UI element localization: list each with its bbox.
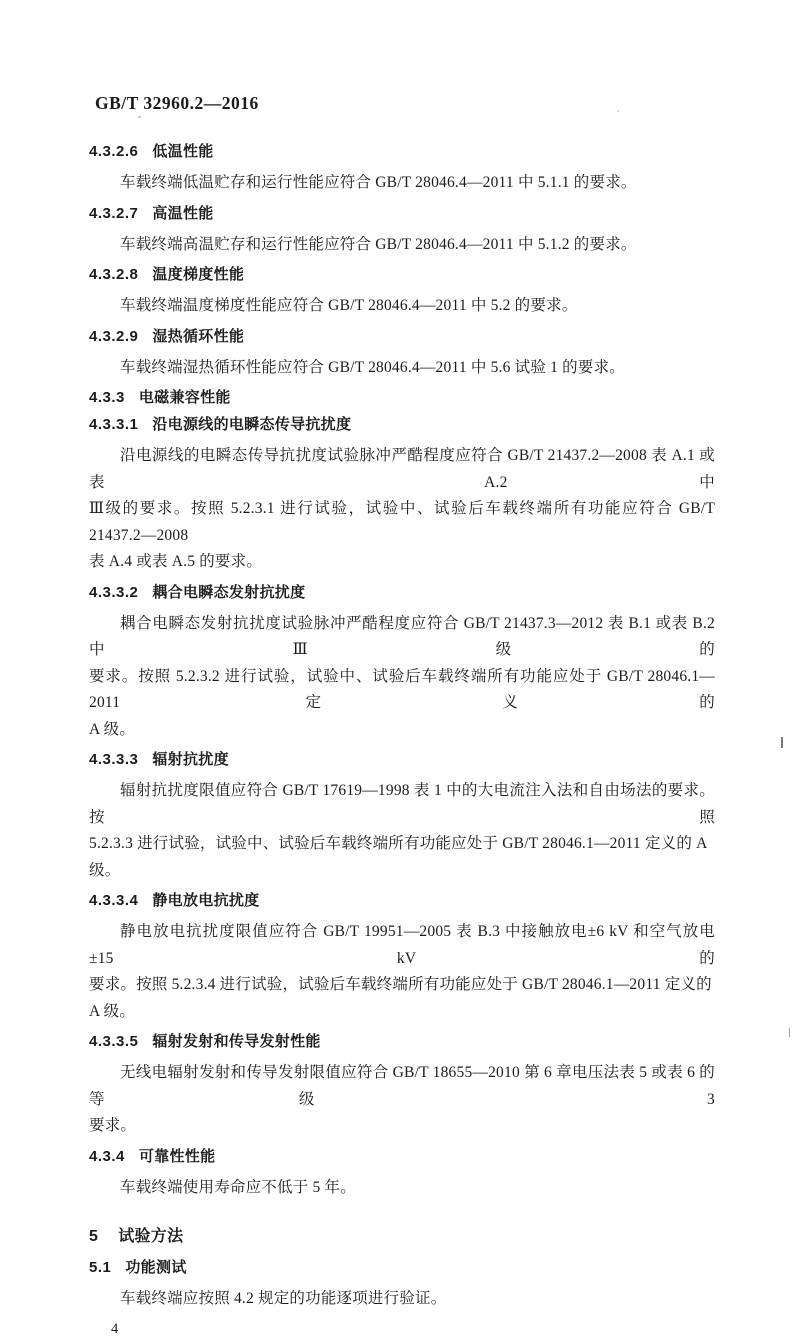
scan-artifact-tick [789, 1028, 790, 1037]
section-heading-4.3.2.6 [89, 143, 715, 161]
paragraph [89, 611, 715, 744]
paragraph-line: 表 A.4 或表 A.5 的要求。 [89, 553, 263, 570]
section-title: 辐射抗扰度 [152, 751, 229, 768]
paragraph [89, 919, 715, 1025]
section-number: 4.3.3 [89, 389, 125, 406]
paragraph-line: 静电放电抗扰度限值应符合 GB/T 19951—2005 表 B.3 中接触放电±6 kV 和空气放电±15 kV 的 [89, 923, 715, 967]
section-heading-4.3.2.8 [89, 266, 715, 284]
section-heading-4.3.4 [89, 1148, 715, 1166]
paragraph-line: 车载终端湿热循环性能应符合 GB/T 28046.4—2011 中 5.6 试验 1 的要求。 [120, 358, 625, 376]
paragraph [89, 443, 715, 576]
section-heading-4.3.2.7 [89, 205, 715, 223]
paragraph-line: 5.2.3.3 进行试验，试验中、试验后车载终端所有功能应处于 GB/T 28046.1—2011 定义的 A 级。 [89, 835, 707, 879]
paragraph-line: 要求。 [89, 1117, 137, 1134]
section-title: 功能测试 [125, 1259, 187, 1276]
section-number: 4.3.2.8 [89, 266, 139, 283]
paragraph-line: 沿电源线的电瞬态传导抗扰度试验脉冲严酷程度应符合 GB/T 21437.2—2008 表 A.1 或表 A.2 中 [89, 447, 715, 491]
section-number: 4.3.3.3 [89, 751, 139, 768]
section-heading-4.3.3.2 [89, 584, 715, 602]
standard-number-header: GB/T 32960.2—2016 [95, 93, 259, 113]
page-number: 4 [111, 1320, 119, 1337]
paragraph [89, 1060, 715, 1140]
paragraph-line: 耦合电瞬态发射抗扰度试验脉冲严酷程度应符合 GB/T 21437.3—2012 表 B.1 或表 B.2 中Ⅲ级的 [89, 614, 715, 658]
paragraph-line: 要求。按照 5.2.3.2 进行试验，试验中、试验后车载终端所有功能应处于 GB/T 28046.1—2011 定义的 [89, 667, 715, 711]
paragraph [89, 1175, 715, 1202]
paragraph [89, 355, 715, 382]
section-title: 耦合电瞬态发射抗扰度 [152, 583, 306, 601]
paragraph-line: Ⅲ级的要求。按照 5.2.3.1 进行试验，试验中、试验后车载终端所有功能应符合 GB/T 21437.2—2008 [89, 500, 715, 544]
paragraph-line: 车载终端应按照 4.2 规定的功能逐项进行验证。 [120, 1290, 447, 1307]
section-title: 试验方法 [118, 1228, 184, 1245]
paragraph [89, 1286, 715, 1313]
paragraph [89, 293, 715, 320]
paragraph [89, 170, 715, 197]
section-number: 4.3.4 [89, 1147, 125, 1165]
section-title: 可靠性性能 [138, 1147, 216, 1165]
paragraph-line: A 级。 [89, 720, 136, 738]
section-number: 4.3.2.9 [89, 327, 139, 345]
section-number: 4.3.2.6 [89, 143, 139, 160]
section-number: 5.1 [89, 1259, 112, 1276]
section-heading-4.3.3.3 [89, 751, 715, 769]
paragraph-line: 车载终端高温贮存和运行性能应符合 GB/T 28046.4—2011 中 5.1.2 的要求。 [120, 235, 637, 253]
section-title: 沿电源线的电瞬态传导抗扰度 [152, 416, 352, 433]
paragraph-line: 要求。按照 5.2.3.4 进行试验，试验后车载终端所有功能应处于 GB/T 28046.1—2011 定义的 A 级。 [89, 976, 712, 1020]
paragraph-line: 无线电辐射发射和传导发射限值应符合 GB/T 18655—2010 第 6 章电压法表 5 或表 6 的等级 3 [89, 1064, 715, 1108]
paragraph-line: 车载终端温度梯度性能应符合 GB/T 28046.4—2011 中 5.2 的要求。 [120, 297, 578, 314]
document-content [89, 143, 715, 1313]
paragraph [89, 778, 715, 884]
paragraph-line: 车载终端低温贮存和运行性能应符合 GB/T 28046.4—2011 中 5.1.1 的要求。 [120, 174, 637, 191]
section-heading-4.3.2.9 [89, 328, 715, 346]
scan-artifact-speck [617, 110, 619, 112]
section-heading-4.3.3.4 [89, 892, 715, 910]
section-heading-4.3.3 [89, 389, 715, 407]
paragraph [89, 232, 715, 259]
section-title: 辐射发射和传导发射性能 [152, 1033, 321, 1050]
section-heading-5 [89, 1227, 715, 1247]
section-title: 高温性能 [152, 204, 214, 222]
section-title: 电磁兼容性能 [138, 389, 231, 406]
section-heading-5.1 [89, 1259, 715, 1277]
section-number: 4.3.3.1 [89, 416, 139, 433]
scan-artifact-speck [138, 116, 141, 118]
section-number: 4.3.3.5 [89, 1033, 139, 1050]
section-heading-4.3.3.1 [89, 416, 715, 434]
paragraph-line: 辐射抗扰度限值应符合 GB/T 17619—1998 表 1 中的大电流注入法和自由场法的要求。按照 [89, 782, 715, 826]
paragraph-line: 车载终端使用寿命应不低于 5 年。 [120, 1178, 356, 1196]
section-title: 低温性能 [152, 143, 214, 160]
section-heading-4.3.3.5 [89, 1033, 715, 1051]
section-number: 5 [89, 1228, 99, 1245]
section-number: 4.3.3.2 [89, 583, 139, 601]
section-title: 湿热循环性能 [152, 327, 245, 345]
section-title: 静电放电抗扰度 [152, 892, 260, 909]
section-number: 4.3.2.7 [89, 204, 139, 222]
section-number: 4.3.3.4 [89, 892, 139, 909]
section-title: 温度梯度性能 [152, 266, 245, 283]
scan-artifact-tick [781, 737, 783, 748]
